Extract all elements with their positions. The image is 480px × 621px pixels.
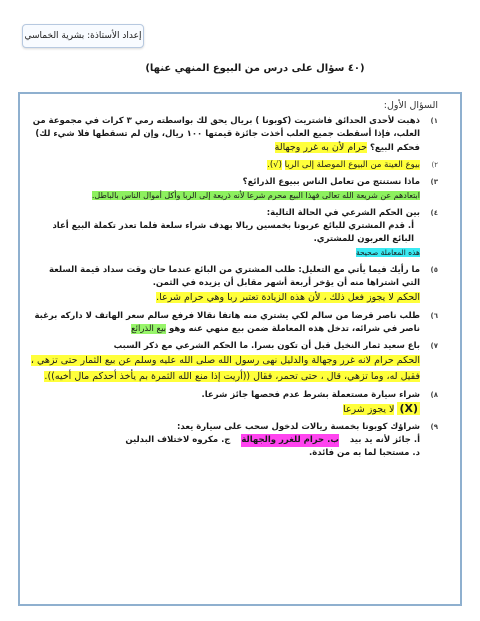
question-number: ٤): [430, 209, 438, 217]
question-1: [30, 115, 438, 155]
author-label: إعداد الأستاذة: بشرية الخماسي: [22, 24, 144, 48]
option-c: ج. مكروه لاختلاف البدلين: [125, 435, 231, 445]
question-9: [30, 421, 438, 460]
question-list: [30, 100, 438, 464]
question-text: بيوع العينة من البيوع الموصلة إلى الربا: [284, 160, 420, 170]
answer-text: لا يجوز شرعا: [342, 404, 395, 415]
page-title: (٤٠ سؤال على درس من البيوع المنهي عنها): [145, 63, 365, 74]
false-mark: (X): [399, 402, 418, 415]
question-4: [30, 207, 438, 260]
question-number: ٣): [430, 178, 438, 186]
question-text: ماذا نستنتج من تعامل الناس ببيوع الذرائع؟: [242, 177, 420, 187]
option-a: أ. جائز لأنه يد بيد: [349, 435, 420, 445]
answer-text: (√).: [267, 160, 282, 170]
question-8: [30, 389, 438, 417]
question-number: ٨): [430, 391, 438, 399]
answer-text: حرام لأن به غرر وجهالة: [274, 142, 367, 153]
question-text: ذهبت لأحدى الحدائق فاشتريت (كوبونا ) بريال يحق لك بواسطته رمي ٣ كرات في مجموعة من العلب، فإذا أسقطت جميع العلب أخذت جائزة قيمتها ١٠٠ ريال، وإن لم تسقطها فلا شيء لك) فحكم البيع؟: [32, 116, 420, 153]
question-number: ٧): [430, 342, 438, 350]
sub-question: أ. قدم المشتري للبائع عربونا بخمسين ريالا بهدف شراء سلعة فلما تعذر تكملة البيع أعاد البائع العربون للمشتري.: [52, 221, 414, 244]
section-title: السؤال الأول:: [383, 100, 438, 111]
question-text: ما رأيك فيما يأتي مع التعليل: طلب المشتري من البائع عندما حان وقت سداد قيمة السلعة التي اشتراها منه أن يؤخر أربعة أشهر مقابل أن يزيده في الثمن.: [48, 265, 420, 288]
question-text: شراء سيارة مستعملة بشرط عدم فحصها جائز شرعا.: [201, 390, 420, 400]
option-b: ب. حرام للغرر والجهالة: [241, 435, 339, 445]
question-7: [30, 340, 438, 385]
option-d: د. مستحبا لما به من فائدة.: [308, 448, 420, 458]
question-3: [30, 176, 438, 203]
question-number: ٢): [431, 161, 438, 169]
question-text: باع سعيد ثمار النخيل قبل أن تكون بسرا. ما الحكم الشرعي مع ذكر السبب: [113, 341, 420, 351]
question-5: [30, 264, 438, 306]
options-list: [30, 434, 420, 460]
answer-text: الحكم حرام لانه غرر وجهالة والدليل نهى رسول الله صلى الله عليه وسلم عن بيع الثمار حتى تزهي ، فقيل له، وما تزهي، قال ، حتى تحمر، فقال ((أريت إذا منع الله الثمرة بم يأخذ أحدكم مال أخيه)).: [30, 355, 420, 382]
question-6: [30, 310, 438, 336]
question-text: شراؤك كوبونا بخمسة ريالات لدخول سحب على سيارة يعد:: [177, 422, 420, 432]
question-2: [30, 159, 438, 172]
question-number: ٦): [430, 312, 438, 320]
answer-text: هذه المعاملة صحيحة: [355, 248, 420, 257]
answer-text: ابتعادهم عن شريعة الله تعالى فهذا البيع محرم شرعا لأنه ذريعة إلى الربا وأكل أموال الناس بالباطل.: [91, 191, 420, 200]
answer-text: بيع الذرائع: [131, 324, 167, 334]
question-text: طلب ناصر قرضا من سالم لكي يشتري منه هاتفا نقالا فرفع سالم سعر الهاتف لا داركه برغبة ناصر في شرائه، تدخل هذه المعاملة ضمن بيع منهي عنه وهو: [34, 311, 420, 334]
question-number: ١): [430, 117, 438, 125]
answer-text: الحكم لا يجوز فعل ذلك ، لأن هذه الزيادة تعتبر ربا وهي حرام شرعا.: [156, 292, 420, 303]
question-text: بين الحكم الشرعي في الحالة التالية:: [266, 208, 420, 218]
question-number: ٩): [430, 423, 438, 431]
question-number: ٥): [430, 266, 438, 274]
